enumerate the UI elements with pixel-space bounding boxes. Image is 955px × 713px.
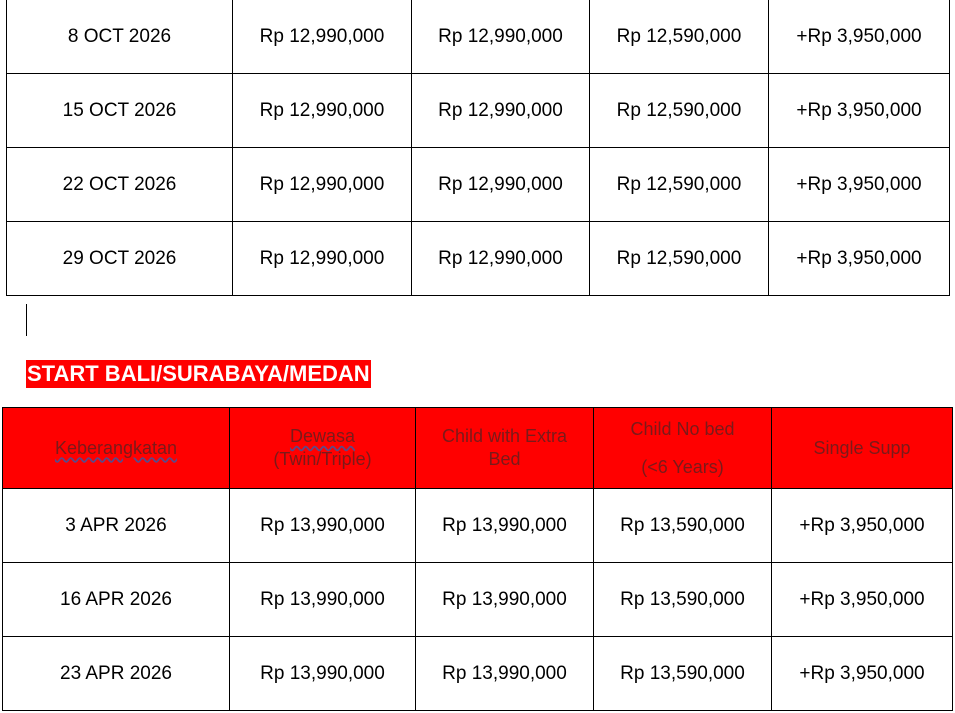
single-supp-price-cell: +Rp 3,950,000	[769, 148, 950, 222]
departure-date-cell: 22 OCT 2026	[7, 148, 233, 222]
header-child-extra-bed	[416, 408, 594, 489]
child-no-bed-price-cell: Rp 12,590,000	[590, 222, 769, 296]
header-child-no-bed-label: Child No bed	[630, 418, 735, 439]
single-supp-price-cell: +Rp 3,950,000	[772, 489, 953, 563]
header-child-extra-bed-sublabel: Bed	[488, 449, 521, 469]
header-keberangkatan-label: Keberangkatan	[54, 437, 178, 458]
header-dewasa	[230, 408, 416, 489]
child-extra-bed-price-cell: Rp 12,990,000	[412, 0, 590, 74]
header-single-supp	[772, 408, 953, 489]
child-no-bed-price-cell: Rp 12,590,000	[590, 148, 769, 222]
dewasa-price-cell: Rp 12,990,000	[233, 0, 412, 74]
child-no-bed-price-cell: Rp 12,590,000	[590, 0, 769, 74]
table-row	[3, 489, 953, 563]
dewasa-price-cell: Rp 13,990,000	[230, 489, 416, 563]
header-keberangkatan	[3, 408, 230, 489]
single-supp-price-cell: +Rp 3,950,000	[769, 222, 950, 296]
dewasa-price-cell: Rp 13,990,000	[230, 563, 416, 637]
departure-date-cell: 15 OCT 2026	[7, 74, 233, 148]
child-extra-bed-price-cell: Rp 13,990,000	[416, 637, 594, 711]
single-supp-price-cell: +Rp 3,950,000	[772, 563, 953, 637]
dewasa-price-cell: Rp 12,990,000	[233, 222, 412, 296]
table-row	[7, 74, 950, 148]
child-no-bed-price-cell: Rp 13,590,000	[594, 563, 772, 637]
departure-date-cell: 23 APR 2026	[3, 637, 230, 711]
child-no-bed-price-cell: Rp 12,590,000	[590, 74, 769, 148]
dewasa-price-cell: Rp 12,990,000	[233, 148, 412, 222]
departure-date-cell: 29 OCT 2026	[7, 222, 233, 296]
table-row	[7, 148, 950, 222]
header-dewasa-sublabel: (Twin/Triple)	[273, 449, 372, 469]
departure-date-cell: 3 APR 2026	[3, 489, 230, 563]
single-supp-price-cell: +Rp 3,950,000	[772, 637, 953, 711]
table-row	[7, 0, 950, 74]
single-supp-price-cell: +Rp 3,950,000	[769, 0, 950, 74]
section-heading: START BALI/SURABAYA/MEDAN	[27, 361, 370, 386]
table-row	[3, 563, 953, 637]
price-table-previous	[6, 0, 950, 296]
table-header-row	[3, 408, 953, 489]
text-cursor-line	[26, 304, 27, 336]
table-row	[7, 222, 950, 296]
header-child-no-bed-sublabel: (<6 Years)	[641, 456, 724, 477]
child-extra-bed-price-cell: Rp 12,990,000	[412, 74, 590, 148]
price-table-bali-surabaya-medan	[2, 407, 953, 711]
single-supp-price-cell: +Rp 3,950,000	[769, 74, 950, 148]
departure-date-cell: 16 APR 2026	[3, 563, 230, 637]
dewasa-price-cell: Rp 12,990,000	[233, 74, 412, 148]
table-row	[3, 637, 953, 711]
header-single-supp-label: Single Supp	[813, 437, 911, 458]
child-no-bed-price-cell: Rp 13,590,000	[594, 489, 772, 563]
child-extra-bed-price-cell: Rp 12,990,000	[412, 222, 590, 296]
child-extra-bed-price-cell: Rp 13,990,000	[416, 563, 594, 637]
header-dewasa-label: Dewasa	[289, 426, 356, 446]
header-child-no-bed	[594, 408, 772, 489]
header-child-extra-bed-label: Child with Extra	[441, 426, 568, 446]
departure-date-cell: 8 OCT 2026	[7, 0, 233, 74]
child-extra-bed-price-cell: Rp 13,990,000	[416, 489, 594, 563]
child-extra-bed-price-cell: Rp 12,990,000	[412, 148, 590, 222]
child-no-bed-price-cell: Rp 13,590,000	[594, 637, 772, 711]
dewasa-price-cell: Rp 13,990,000	[230, 637, 416, 711]
